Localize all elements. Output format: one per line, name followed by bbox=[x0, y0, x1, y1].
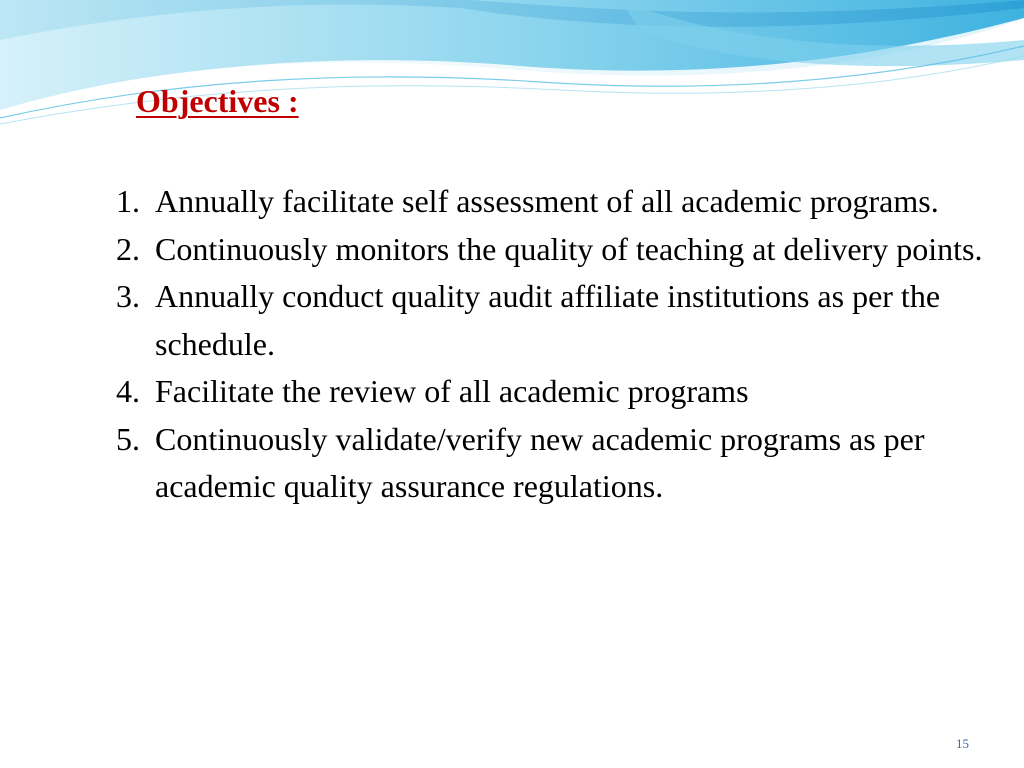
slide-title: Objectives : bbox=[136, 83, 299, 119]
item-text: Facilitate the review of all academic programs bbox=[155, 373, 749, 409]
list-item bbox=[116, 226, 996, 274]
list-item bbox=[116, 273, 996, 368]
item-number: 3. bbox=[116, 278, 140, 314]
item-number: 2. bbox=[116, 230, 140, 267]
list-item bbox=[116, 368, 996, 416]
objectives-list bbox=[116, 178, 996, 511]
item-text: Annually facilitate self assessment of all academic programs. bbox=[155, 183, 939, 219]
item-text: Continuously validate/verify new academic programs as per academic quality assurance regulations. bbox=[155, 420, 925, 504]
item-text: Annually conduct quality audit affiliate institutions as per the schedule. bbox=[155, 278, 941, 362]
list-item bbox=[116, 178, 996, 226]
item-number: 5. bbox=[116, 420, 140, 457]
list-item bbox=[116, 416, 996, 511]
page-number: 15 bbox=[956, 736, 969, 751]
item-text: Continuously monitors the quality of teaching at delivery points. bbox=[155, 230, 983, 267]
item-number: 1. bbox=[116, 183, 140, 219]
item-number: 4. bbox=[116, 373, 140, 409]
